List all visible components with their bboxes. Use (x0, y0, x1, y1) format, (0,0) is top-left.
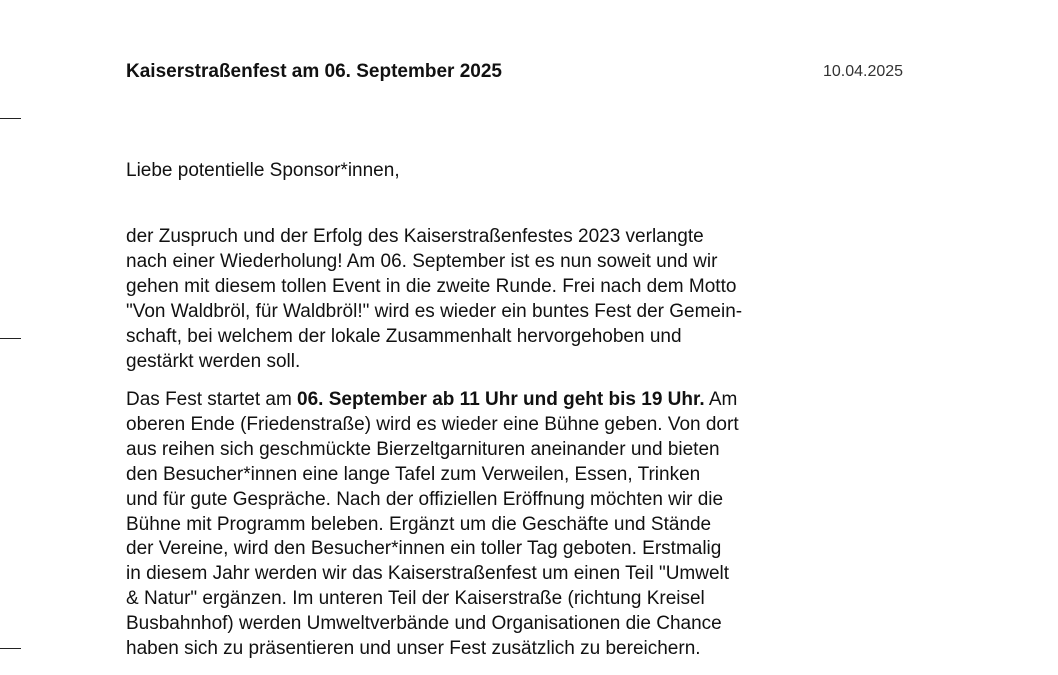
paragraph-line: in diesem Jahr werden wir das Kaiserstraßenfest um einen Teil "Umwelt (126, 563, 730, 585)
fold-mark-top (0, 118, 21, 119)
fold-mark-bottom (0, 648, 21, 649)
paragraph-line: gestärkt werden soll. (126, 350, 301, 372)
paragraph-line: aus reihen sich geschmückte Bierzeltgarnituren aneinander und bieten (126, 438, 720, 460)
hole-punch-mark (0, 338, 21, 339)
paragraph-text: Am (704, 389, 738, 410)
paragraph-line: den Besucher*innen eine lange Tafel zum Verweilen, Essen, Trinken (126, 463, 701, 485)
paragraph-line: der Vereine, wird den Besucher*innen ein toller Tag geboten. Erstmalig (126, 538, 722, 560)
paragraph-line: "Von Waldbröl, für Waldbröl!" wird es wieder ein buntes Fest der Gemein- (126, 300, 743, 322)
paragraph-text: Das Fest startet am (126, 389, 298, 410)
paragraph-line: & Natur" ergänzen. Im unteren Teil der Kaiserstraße (richtung Kreisel (126, 588, 705, 610)
paragraph-1 (126, 225, 816, 374)
paragraph-line-first (126, 388, 816, 413)
paragraph-line: schaft, bei welchem der lokale Zusammenhalt hervorgehoben und (126, 325, 682, 347)
paragraph-line: haben sich zu präsentieren und unser Fest zusätzlich zu bereichern. (126, 638, 701, 660)
event-time-highlight: 06. September ab 11 Uhr und geht bis 19 Uhr. (297, 389, 705, 410)
paragraph-line: und für gute Gespräche. Nach der offiziellen Eröffnung möchten wir die (126, 488, 724, 510)
paragraph-line: gehen mit diesem tollen Event in die zweite Runde. Frei nach dem Motto (126, 275, 737, 297)
paragraph-2 (126, 388, 816, 662)
paragraph-line: oberen Ende (Friedenstraße) wird es wieder eine Bühne geben. Von dort (126, 413, 739, 435)
paragraph-line: Bühne mit Programm beleben. Ergänzt um die Geschäfte und Stände (126, 513, 712, 535)
salutation: Liebe potentielle Sponsor*innen, (126, 160, 400, 181)
paragraph-line: der Zuspruch und der Erfolg des Kaiserstraßenfestes 2023 verlangte (126, 226, 704, 247)
paragraph-line: Busbahnhof) werden Umweltverbände und Organisationen die Chance (126, 613, 722, 635)
letter-date: 10.04.2025 (823, 63, 904, 80)
letter-title: Kaiserstraßenfest am 06. September 2025 (126, 61, 502, 82)
paragraph-line: nach einer Wiederholung! Am 06. September ist es nun soweit und wir (126, 250, 718, 272)
